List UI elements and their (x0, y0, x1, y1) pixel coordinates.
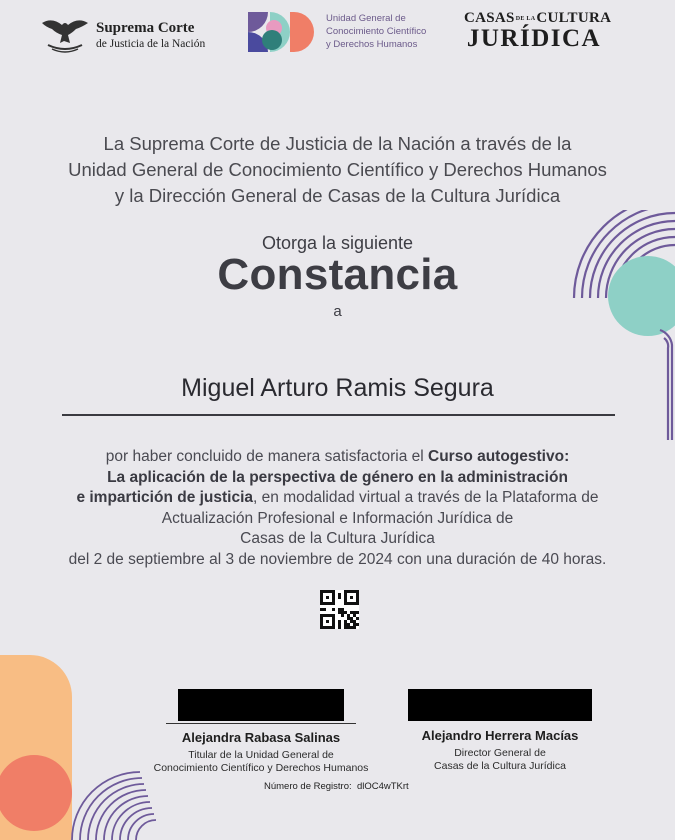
signature-block-right (390, 689, 610, 773)
qr-code-icon[interactable] (320, 590, 359, 629)
scjn-logo (38, 13, 208, 55)
signature-block-left (150, 689, 372, 775)
signer-role: Director General de Casas de la Cultura Jurídica (434, 747, 566, 772)
ccj-logo (464, 10, 612, 52)
signer-role: Titular de la Unidad General de Conocimiento Científico y Derechos Humanos (153, 749, 369, 774)
scjn-name: Suprema Corte (96, 20, 195, 36)
ugcc-emblem-icon (248, 12, 314, 52)
redacted-signature (408, 689, 592, 721)
signature-line (166, 723, 356, 724)
signer-name: Alejandra Rabasa Salinas (181, 730, 341, 745)
ccj-top-line: CASASDE LACULTURA (464, 10, 612, 26)
eagle-emblem-icon (38, 13, 92, 55)
document-title: Constancia (217, 250, 458, 299)
preposition-text: a (333, 303, 342, 320)
scjn-subtitle: de Justicia de la Nación (96, 38, 206, 50)
signer-name: Alejandro Herrera Macías (421, 728, 579, 743)
ugcc-name: Unidad General de Conocimiento Científico y Derechos Humanos (326, 13, 427, 50)
grants-text: Otorga la siguiente (261, 233, 414, 253)
ccj-bottom-line: JURÍDICA (466, 25, 602, 52)
registration-number: Número de Registro: dlOC4wTKrt (264, 781, 409, 792)
intro-text: La Suprema Corte de Justicia de la Nación a través de la Unidad General de Conocimiento Científico y Derechos Humanos y la Dirección General de Casas de la Cultura Jurídica (68, 133, 607, 206)
ugcc-logo (248, 12, 448, 54)
recipient-underline (62, 414, 615, 416)
recipient-name: Miguel Arturo Ramis Segura (181, 374, 494, 402)
redacted-signature (178, 689, 344, 721)
course-description: por haber concluido de manera satisfactoria el Curso autogestivo: La aplicación de la perspectiva de género en la administración e impartición de justicia, en modalidad virtual a través de la Plataforma de Actualización Profesional e Información Jurídica de Casas de la Cultura Jurídica del 2 de septiembre al 3 de noviembre de 2024 con una duración de 40 horas. (68, 448, 607, 568)
